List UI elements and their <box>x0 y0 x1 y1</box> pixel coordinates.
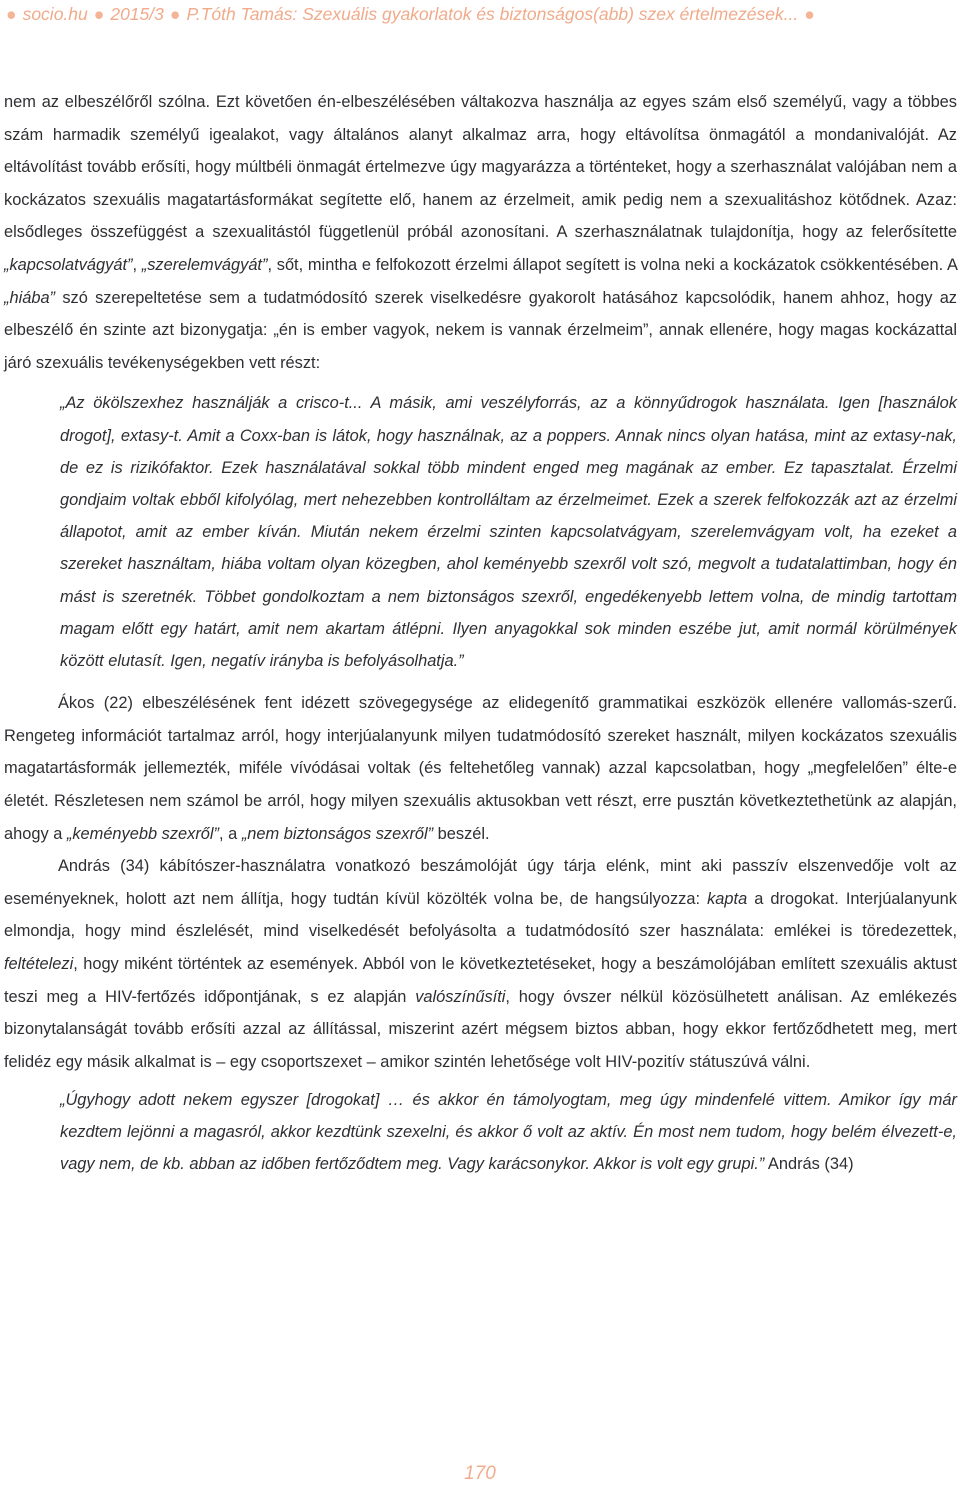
block-quote-2 <box>60 1084 957 1180</box>
running-header <box>0 4 960 32</box>
paragraph-2 <box>4 687 957 850</box>
bullet-icon: ● <box>93 4 105 24</box>
header-issue: 2015/3 <box>110 4 164 24</box>
text-run: a drogokat. Interjúalanyunk elmondja, hogy mind észlelését, mind viselkedését befolyásolta a tudatmódosító szer használata: emlékei is töredezettek, <box>4 889 957 941</box>
italic-run: „hiába” <box>4 288 56 307</box>
bullet-icon: ● <box>6 4 17 24</box>
text-run: Ákos (22) elbeszélésének fent idézett szövegegysége az elidegenítő grammatikai eszközök ellenére vallomás-szerű. Rengeteg információt tartalmaz arról, hogy interjúalanyunk milyen tudatmódosító szereket használt, milyen kockázatos szexuális magatartásformák jellemezték, miféle vívódásai voltak (és feltehetőleg vannak) azzal kapcsolatban, hogy „megfelelően” élte-e életét. Részletesen nem számol be arról, hogy milyen szexuális aktusokban vett részt, erre pusztán következtethetünk az alapján, ahogy a <box>4 694 957 843</box>
italic-run: „szerelemvágyát” <box>141 255 268 274</box>
italic-run: „nem biztonságos szexről” <box>241 824 434 843</box>
paragraph-1 <box>4 86 957 379</box>
page-number: 170 <box>464 1463 496 1484</box>
quote-attribution: András (34) <box>764 1155 854 1174</box>
text-run: , sőt, mintha e felfokozott érzelmi állapot segített is volna neki a kockázatok csökkentésében. A <box>267 255 957 274</box>
block-quote-1: „Az ökölszexhez használják a crisco-t... A másik, ami veszélyforrás, az a könnyűdrogok használata. Igen [használok drogot], extasy-t. Amit a Coxx-ban is látok, hogy használnak, az a poppers. Annak nincs olyan hatása, mint az extasy-nak, de ez is rizikófaktor. Ezek használatával sokkal több mindent enged meg magának az ember. Ez tapasztalat. Érzelmi gondjaim voltak ebből kifolyólag, mert nehezebben kontrolláltam az érzelmeimet. Ezek a szerek felfokozzák azt az érzelmi állapotot, amit az ember kíván. Miután nekem érzelmi szinten kapcsolatvágyam, szerelemvágyam volt, ha ezeket a szereket használtam, hiába voltam olyan közegben, ahol keményebb szexről volt szó, megvolt a tudatalattimban, hogy én mást is szeretnék. Többet gondolkoztam a nem biztonságos szexről, engedékenyebb lettem volna, de mindig tartottam magam előtt egy határt, amit nem akartam átlépni. Ilyen anyagokkal sok minden eszébe jut, amit normál körülmények között elutasít. Igen, negatív irányba is befolyásolhatja.” <box>60 394 957 670</box>
bullet-icon: ● <box>169 4 181 24</box>
text-run: , hogy miként történtek az események. Abból von le következtetéseket, hogy a beszámolójában említett szexuális aktust teszi meg a HIV-fertőzés időpontjának, s ez alapján <box>4 954 957 1006</box>
page-body <box>4 86 957 1180</box>
italic-run: valószínűsíti <box>415 987 506 1006</box>
italic-run: „keményebb szexről” <box>66 824 220 843</box>
italic-run: kapta <box>707 889 748 908</box>
quote-text: „Úgyhogy adott nekem egyszer [drogokat] … és akkor én támolyogtam, meg úgy mindenfelé vittem. Amikor így már kezdtem lejönni a magasról, akkor kezdtünk szexelni, és akkor ő volt az aktív. Én most nem tudom, hogy belém élvezett-e, vagy nem, de kb. abban az időben fertőződtem meg. Vagy karácsonykor. Akkor is volt egy grupi.” <box>60 1091 957 1174</box>
text-run: beszél. <box>433 824 490 843</box>
text-run: , hogy óvszer nélkül közösülhetett análisan. Az emlékezés bizonytalanságát tovább erősíti azzal az állítással, miszerint azért mégsem biztos abban, hogy ekkor fertőződhetett meg, mert felidéz egy másik alkalmat is – egy csoportszexet – amikor szintén lehetősége volt HIV-pozitív státuszúvá válni. <box>4 987 957 1071</box>
paragraph-3 <box>4 850 957 1078</box>
text-run: szó szerepeltetése sem a tudatmódosító szerek viselkedésre gyakorolt hatásához kapcsolódik, hanem ahhoz, hogy az elbeszélő én szinte azt bizonygatja: „én is ember vagyok, nekem is vannak érzelmeim”, annak ellenére, hogy magas kockázattal járó szexuális tevékenységekben vett részt: <box>4 288 957 372</box>
header-article: P.Tóth Tamás: Szexuális gyakorlatok és biztonságos(abb) szex értelmezések... <box>186 4 799 24</box>
bullet-icon: ● <box>804 4 815 24</box>
text-run: András (34) kábítószer-használatra vonatkozó beszámolóját úgy tárja elénk, mint aki passzív elszenvedője volt az eseményeknek, holott azt nem állítja, hogy tudtán kívül közölték volna be, de hangsúlyozza: <box>4 857 957 908</box>
text-run: , <box>132 255 142 274</box>
text-run: nem az elbeszélőről szólna. Ezt követően én-elbeszélésében váltakozva használja az egyes szám első személyű, vagy a többes szám harmadik személyű igealakot, vagy általános alanyt alkalmaz arra, hogy eltávolítsa önmagától a mondanivalóját. Az eltávolítást tovább erősíti, hogy múltbéli önmagát értelmezve úgy magyarázza a történteket, hogy a szerhasználat valójában nem a kockázatos szexuális magatartásformákat segítette elő, hanem az érzelmeit, amik pedig nem a szexualitáshoz kötődnek. Azaz: elsődleges összefüggést a szexualitástól függetlenül próbál azonosítani. A szerhasználatnak tulajdonítja, hogy az felerősítette <box>4 93 957 242</box>
header-site: socio.hu <box>22 4 88 24</box>
text-run: , a <box>219 824 242 843</box>
italic-run: „kapcsolatvágyát” <box>4 255 133 274</box>
italic-run: feltételezi <box>4 954 74 973</box>
